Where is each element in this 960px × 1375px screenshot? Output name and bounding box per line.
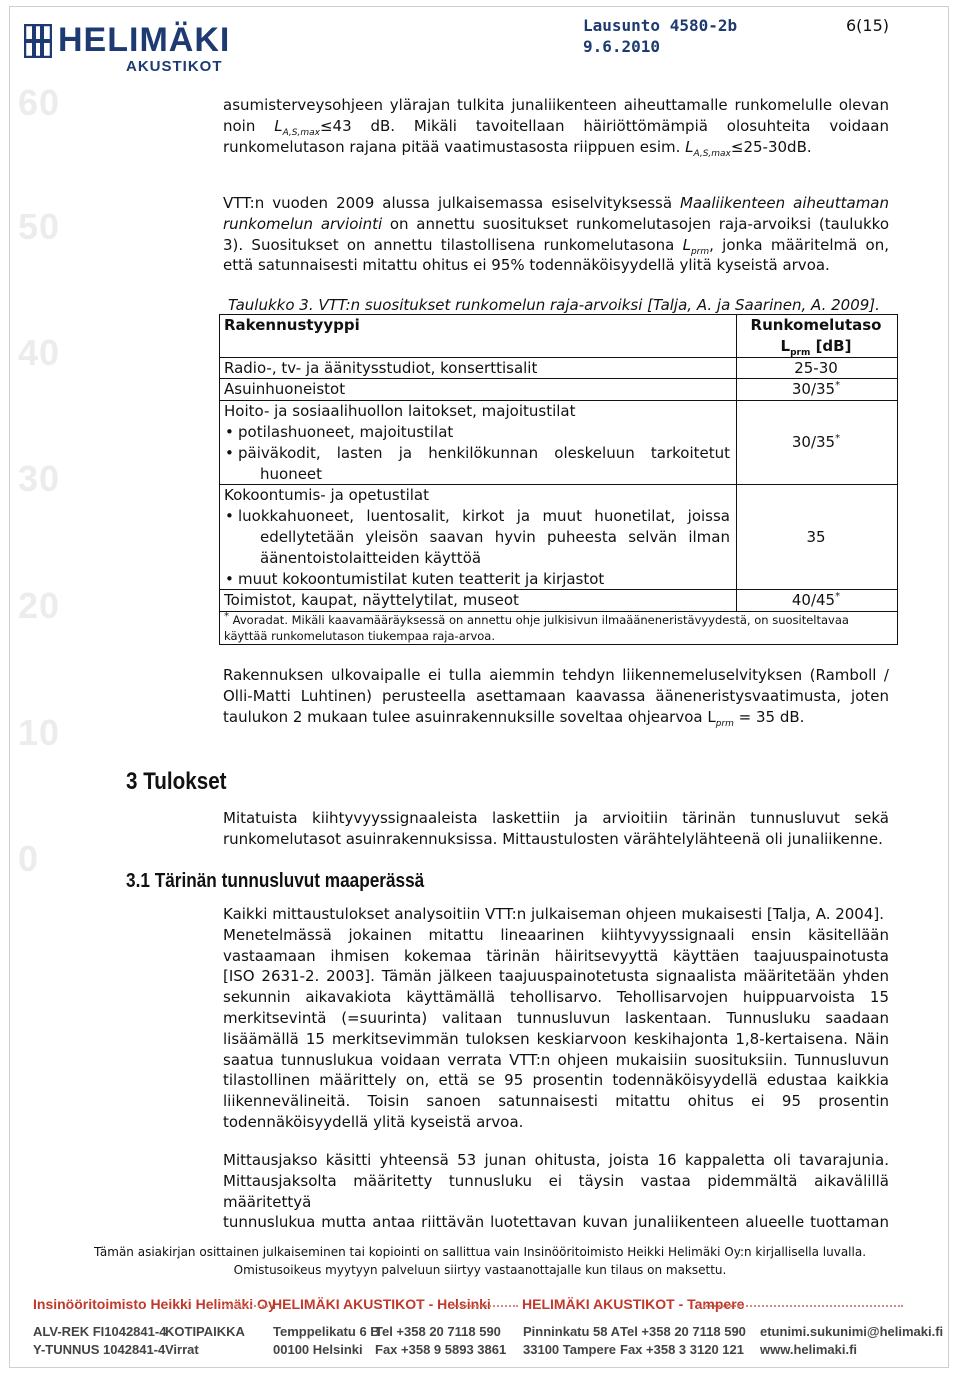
watermark-label: 30 — [18, 458, 61, 499]
copyright-line: Omistusoikeus myytyyn palveluun siirtyy vastaanottajalle kun tilaus on maksettu. — [233, 1263, 727, 1277]
list-item: • potilashuoneet, majoitustilat — [224, 422, 730, 443]
document-reference: Lausunto 4580-2b — [583, 16, 738, 35]
logo-subtitle: AKUSTIKOT — [126, 58, 223, 75]
footer-column: KOTIPAIKKA Virrat — [165, 1324, 245, 1357]
footer-company: Insinööritoimisto Heikki Helimäki Oy — [33, 1296, 276, 1312]
list-item: • päiväkodit, lasten ja henkilökunnan oleskeluun tarkoitetut — [224, 443, 730, 464]
table-header-cell: Rakennustyyppi — [220, 315, 737, 358]
list-item: • muut kokoontumistilat kuten teatterit ja kirjastot — [224, 569, 730, 590]
copyright-line: Tämän asiakirjan osittainen julkaiseminen tai kopiointi on sallittua vain Insinööritoimisto Heikki Helimäki Oy:n kirjallisella luvalla. — [93, 1245, 867, 1259]
logo-mark-icon — [24, 24, 52, 58]
text-line: asumisterveysohjeen ylärajan tulkita junaliikenteen aiheuttamalle runkomelulle olevan — [223, 96, 889, 114]
limits-table — [219, 314, 898, 645]
text-line: runkomelutason rajana pitää vaatimustasosta riippuen esim. $L_{A,S,max}\le 25-30dB$. — [223, 137, 812, 159]
footer-divider — [222, 1305, 268, 1307]
text-line: lisäämällä 15 merkitsevimmän tuloksen keskiarvoon keskihajonta 1,8-kertaisena. Näin — [223, 1029, 889, 1048]
paragraph — [223, 808, 889, 850]
footer-column: Tel +358 20 7118 590 Fax +358 9 5893 3861 — [375, 1324, 507, 1357]
watermark-label: 0 — [18, 838, 40, 879]
table-row — [220, 357, 898, 379]
list-item-continuation: edellytetään yleisön saavan hyvin puheesta selvän ilman — [260, 527, 730, 546]
table-cell: 40/45* — [737, 590, 898, 612]
subsection-heading: 3.1 Tärinän tunnusluvut maaperässä — [126, 870, 425, 892]
footer-column: Temppelikatu 6 B 00100 Helsinki — [273, 1324, 380, 1357]
table-cell: 30/35* — [737, 401, 898, 485]
watermark-label: 40 — [18, 332, 61, 373]
table-cell: Radio-, tv- ja äänitysstudiot, konserttisalit — [220, 357, 737, 379]
text-line: merkitsevintä (=suurinta) valitaan tunnusluvun laskentaan. Tunnusluku saadaan — [223, 1008, 889, 1027]
text-line: tilastollinen määrittely on, että se 95 prosentin todennäköisyydellä edustaa kaikkia — [223, 1071, 889, 1090]
text-line: Menetelmässä jokainen mitattu lineaarinen kiihtyvyyssignaali ensin käsitellään — [223, 925, 889, 944]
text-line: 3). Suositukset on annettu tilastollisena runkomelutasona $L_{prm}$, jonka määritelmä on, — [223, 235, 890, 257]
table-row — [220, 590, 898, 612]
company-logo — [24, 20, 231, 76]
text-line: [ISO 2631-2. 2003]. Tämän jälkeen taajuuspainotetusta signaalista määritetään yhden — [223, 967, 889, 986]
table-row — [220, 401, 898, 485]
table-cell: 35 — [737, 485, 898, 590]
text-line: Mittausjaksolta määritetty tunnusluku ei täysin vastaa pidemmältä aikavälillä määritettyä — [223, 1171, 889, 1211]
text-line: että satunnaisesti mitattu ohitus ei 95% todennäköisyydellä ylitä kyseistä arvoa. — [223, 256, 830, 275]
section-heading: 3 Tulokset — [126, 768, 227, 795]
text-line: Olli-Matti Luhtinen) perusteella asettamaan kaavassa ääneneristysvaatimusta, joten — [223, 686, 889, 705]
list-item: • luokkahuoneet, luentosalit, kirkot ja muut huonetilat, joissa — [224, 506, 730, 527]
paragraph — [223, 904, 889, 1133]
list-item-continuation: äänentoistolaitteiden käyttöä — [260, 548, 482, 567]
footer-contact[interactable]: etunimi.sukunimi@helimaki.fi www.helimaki.fi — [760, 1324, 944, 1357]
paragraph — [223, 95, 889, 157]
document-date: 9.6.2010 — [583, 37, 661, 56]
text-line: Mitatuista kiihtyvyyssignaaleista laskettiin ja arvioitiin tärinän tunnusluvut sekä — [223, 809, 889, 827]
text-line: sekunnin aikavakiota käyttämällä tehollisarvo. Tehollisarvojen huippuarvoista 15 — [223, 988, 889, 1007]
text-line: liikennevälineitä. Toisin sanoen satunnaisesti mitattu ohitus ei 95 prosentin — [223, 1092, 889, 1111]
table-row — [220, 379, 898, 401]
footer-column: Pinninkatu 58 A 33100 Tampere — [523, 1324, 621, 1357]
list-item-continuation: huoneet — [260, 464, 323, 483]
table-cell: Kokoontumis- ja opetustilat • luokkahuoneet, luentosalit, kirkot ja muut huonetilat, joissa edellytetään yleisön saavan hyvin puheesta selvän ilman äänentoistolaitteiden käyttöä • muut kokoontumistilat kuten teatterit ja kirjastot — [220, 485, 737, 590]
footer-column: Tel +358 20 7118 590 Fax +358 3 3120 121 — [620, 1324, 746, 1357]
text-line: tunnuslukua mutta antaa riittävän luotettavan kuvan junaliikenteen alueelle tuottaman — [223, 1213, 889, 1232]
text-line: todennäköisyydellä ylitä kyseistä arvoa. — [223, 1112, 524, 1131]
footer-divider — [454, 1305, 518, 1307]
footer-company: HELIMÄKI AKUSTIKOT - Helsinki — [272, 1296, 491, 1312]
page-number: 6(15) — [846, 16, 890, 35]
watermark-label: 60 — [18, 82, 61, 123]
text-line: Rakennuksen ulkovaipalle ei tulla aiemmin tehdyn liikennemeluselvityksen (Ramboll / — [223, 666, 889, 684]
text-line: Kaikki mittaustulokset analysoitiin VTT:n julkaiseman ohjeen mukaisesti [Talja, A. 2004]. — [223, 905, 885, 923]
paragraph — [223, 665, 889, 727]
table-footnote: * Avoradat. Mikäli kaavamääräyksessä on annettu ohje julkisivun ilmaääneneristävyydestä, on suositeltavaa käyttää runkomelutason tiukempaa raja-arvoa. — [220, 612, 898, 645]
text-line: runkomelutasot asuinrakennuksissa. Mittaustulosten värähtelylähteenä oli junaliikenne. — [223, 829, 883, 848]
footer-company: HELIMÄKI AKUSTIKOT - Tampere — [522, 1296, 745, 1312]
table-cell: Asuinhuoneistot — [220, 379, 737, 401]
table-header-row — [220, 315, 898, 358]
text-line: runkomelun arviointi on annettu suositukset runkomelutasojen raja-arvoiksi (taulukko — [223, 214, 889, 233]
table-caption: Taulukko 3. VTT:n suositukset runkomelun raja-arvoiksi [Talja, A. ja Saarinen, A. 2009]. — [228, 296, 880, 314]
text-line: noin $L_{A,S,max}\le 43$ dB. Mikäli tavoitellaan häiriöttömämpiä olosuhteita voidaan — [223, 116, 889, 138]
table-row — [220, 485, 898, 590]
logo-wordmark: HELIMÄKI — [58, 21, 231, 59]
text-line: taulukon 2 mukaan tulee asuinrakennuksille soveltaa ohjearvoa $L_{prm} = 35$ dB. — [223, 707, 805, 729]
text-line: saatua tunnuslukua voidaan verrata VTT:n ohjeen mukaisiin suosituksiin. Tunnusluvun — [223, 1050, 889, 1069]
table-note-row — [220, 612, 898, 645]
footer-column: ALV-REK FI1042841-4 Y-TUNNUS 1042841-4 — [33, 1324, 167, 1357]
text-line: Mittausjakso käsitti yhteensä 53 junan ohitusta, joista 16 kappaletta oli tavarajunia. — [223, 1151, 889, 1169]
watermark-label: 10 — [18, 712, 61, 753]
paragraph — [223, 1150, 889, 1233]
table-cell: Hoito- ja sosiaalihuollon laitokset, majoitustilat • potilashuoneet, majoitustilat • päiväkodit, lasten ja henkilökunnan oleskeluun tarkoitetut huoneet — [220, 401, 737, 485]
table-cell: 30/35* — [737, 379, 898, 401]
paragraph — [223, 193, 889, 276]
table-cell: 25-30 — [737, 357, 898, 379]
text-line: vastaamaan ihmisen kokemaa tärinän häiritsevyyttä käyttäen taajuuspainotusta — [223, 946, 889, 965]
watermark-label: 50 — [18, 206, 61, 247]
text-line: VTT:n vuoden 2009 alussa julkaisemassa esiselvityksessä Maaliikenteen aiheuttaman — [223, 194, 890, 212]
table-header-cell: Runkomelutaso $L_{prm}$ [dB] — [737, 315, 898, 358]
watermark-label: 20 — [18, 585, 61, 626]
table-cell: Toimistot, kaupat, näyttelytilat, museot — [220, 590, 737, 612]
footer-divider — [703, 1305, 903, 1307]
